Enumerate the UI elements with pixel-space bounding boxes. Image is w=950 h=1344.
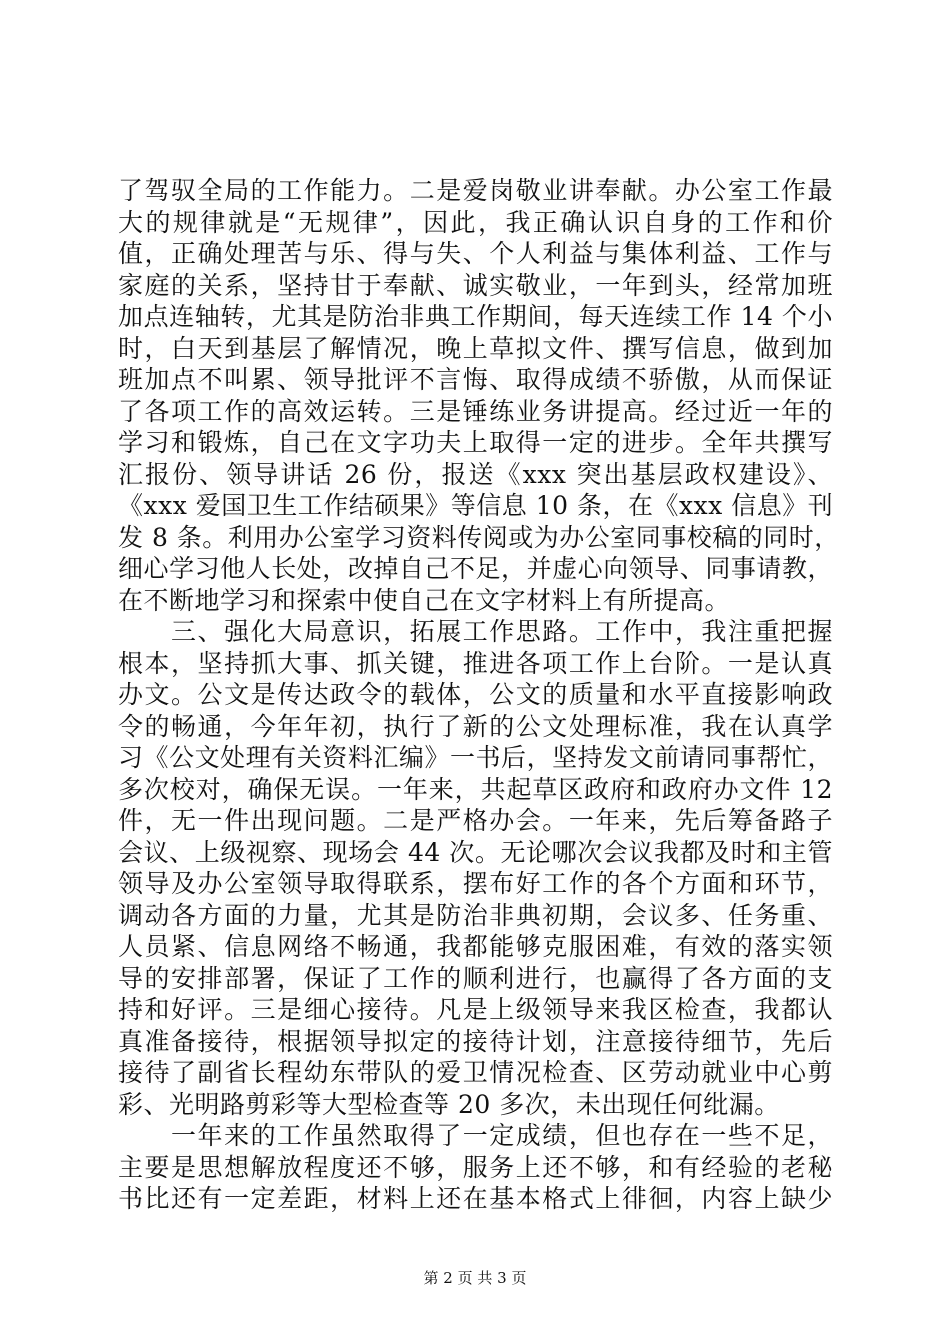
text-line: 多次校对，确保无误。一年来，共起草区政府和政府办文件 12 bbox=[118, 774, 833, 804]
text-line: 习《公文处理有关资料汇编》一书后，坚持发文前请同事帮忙， bbox=[118, 743, 833, 772]
text-line: 细心学习他人长处，改掉自己不足，并虚心向领导、同事请教， bbox=[118, 554, 833, 583]
text-line: 大的规律就是“无规律”，因此，我正确认识自身的工作和价 bbox=[118, 207, 833, 237]
text-line: 办文。公文是传达政令的载体，公文的质量和水平直接影响政 bbox=[118, 680, 833, 709]
text-line: 彩、光明路剪彩等大型检查等 20 多次，未出现任何纰漏。 bbox=[118, 1089, 780, 1119]
text-line: 接待了副省长程幼东带队的爱卫情况检查、区劳动就业中心剪 bbox=[118, 1058, 833, 1087]
text-line: 令的畅通，今年年初，执行了新的公文处理标准，我在认真学 bbox=[118, 711, 833, 741]
text-line: 会议、上级视察、现场会 44 次。无论哪次会议我都及时和主管 bbox=[118, 837, 833, 867]
text-line: 《xxx 爱国卫生工作结硕果》等信息 10 条，在《xxx 信息》刊 bbox=[118, 491, 834, 520]
text-line: 真准备接待，根据领导拟定的接待计划，注意接待细节，先后 bbox=[118, 1026, 833, 1056]
text-line: 主要是思想解放程度还不够，服务上还不够，和有经验的老秘 bbox=[118, 1152, 833, 1182]
page-footer: 第 2 页 共 3 页 bbox=[423, 1269, 527, 1287]
text-line: 人员紧、信息网络不畅通，我都能够克服困难，有效的落实领 bbox=[118, 932, 833, 961]
text-line: 在不断地学习和探索中使自己在文字材料上有所提高。 bbox=[118, 585, 731, 615]
text-line: 加点连轴转，尤其是防治非典工作期间，每天连续工作 14 个小 bbox=[118, 302, 833, 331]
text-line: 一年来的工作虽然取得了一定成绩，但也存在一些不足， bbox=[118, 1121, 833, 1150]
text-line: 件，无一件出现问题。二是严格办会。一年来，先后筹备路子 bbox=[118, 806, 833, 835]
text-line: 导的安排部署，保证了工作的顺利进行，也赢得了各方面的支 bbox=[118, 963, 833, 993]
text-line: 了驾驭全局的工作能力。二是爱岗敬业讲奉献。办公室工作最 bbox=[118, 176, 833, 205]
text-line: 发 8 条。利用办公室学习资料传阅或为办公室同事校稿的同时， bbox=[118, 522, 840, 552]
text-line: 学习和锻炼，自己在文字功夫上取得一定的进步。全年共撰写 bbox=[118, 428, 833, 457]
text-line: 调动各方面的力量，尤其是防治非典初期，会议多、任务重、 bbox=[118, 900, 833, 930]
text-line: 班加点不叫累、领导批评不言悔、取得成绩不骄傲，从而保证 bbox=[118, 365, 833, 394]
text-line: 值，正确处理苦与乐、得与失、个人利益与集体利益、工作与 bbox=[118, 239, 833, 268]
text-line: 家庭的关系，坚持甘于奉献、诚实敬业，一年到头，经常加班 bbox=[118, 270, 833, 300]
text-line: 了各项工作的高效运转。三是锤练业务讲提高。经过近一年的 bbox=[118, 396, 833, 426]
body-text bbox=[118, 175, 840, 1215]
text-line: 根本，坚持抓大事、抓关键，推进各项工作上台阶。一是认真 bbox=[118, 648, 833, 678]
text-line: 持和好评。三是细心接待。凡是上级领导来我区检查，我都认 bbox=[118, 995, 833, 1024]
text-line: 书比还有一定差距，材料上还在基本格式上徘徊，内容上缺少 bbox=[118, 1184, 833, 1213]
text-line: 时，白天到基层了解情况，晚上草拟文件、撰写信息，做到加 bbox=[118, 333, 833, 363]
text-line: 领导及办公室领导取得联系，摆布好工作的各个方面和环节， bbox=[118, 869, 833, 898]
text-line: 汇报份、领导讲话 26 份，报送《xxx 突出基层政权建设》、 bbox=[118, 459, 833, 489]
text-line: 三、强化大局意识，拓展工作思路。工作中，我注重把握 bbox=[118, 617, 833, 646]
